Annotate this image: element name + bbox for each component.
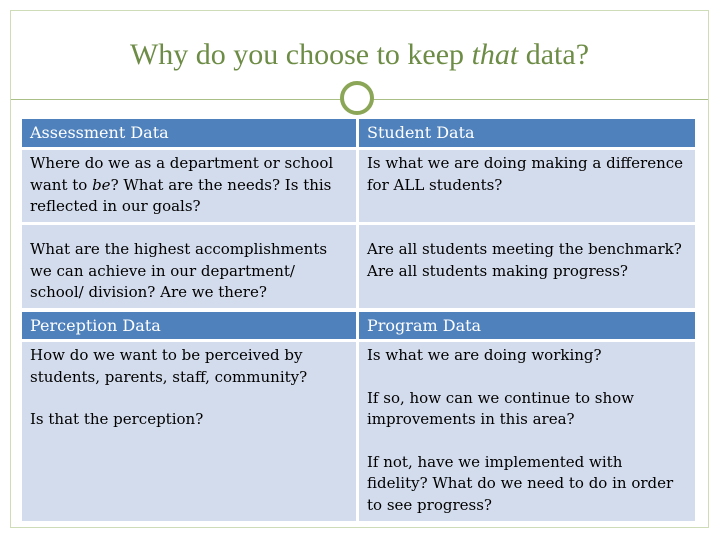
program-cell [359, 342, 695, 521]
assessment-text-1c: ? What are the needs? Is this reflected in our goals? [30, 175, 332, 215]
program-text-3: If not, have we implemented with fidelity? What do we need to do in order to see progress? [367, 452, 674, 514]
assessment-cell-1 [22, 150, 356, 222]
title-prefix: Why do you choose to keep [129, 38, 472, 71]
program-text-1: Is what we are doing working? [367, 346, 602, 364]
perception-cell [22, 342, 356, 521]
header-program-data: Program Data [359, 312, 695, 339]
header-perception-data: Perception Data [22, 312, 356, 339]
header-student-data: Student Data [359, 119, 695, 147]
spacer [367, 431, 687, 452]
circle-ornament [340, 81, 374, 115]
data-table [22, 119, 695, 521]
perception-text-1: How do we want to be perceived by students, parents, staff, community? [30, 346, 308, 386]
slide-title [11, 34, 708, 76]
title-suffix: data? [518, 38, 590, 71]
spacer [30, 388, 348, 409]
header-assessment-data: Assessment Data [22, 119, 356, 147]
student-cell-1: Is what we are doing making a difference for ALL students? [359, 150, 695, 222]
program-text-2: If so, how can we continue to show improvements in this area? [367, 388, 635, 428]
assessment-text-1a: Where do we as a department or school want to [30, 154, 334, 194]
title-italic: that [471, 38, 519, 71]
assessment-text-1b: be [92, 175, 111, 194]
student-cell-2: Are all students meeting the benchmark? Are all students making progress? [359, 225, 695, 308]
spacer [367, 367, 687, 388]
assessment-cell-2: What are the highest accomplishments we can achieve in our department/ school/ division? Are we there? [22, 225, 356, 308]
perception-text-2: Is that the perception? [30, 410, 204, 428]
